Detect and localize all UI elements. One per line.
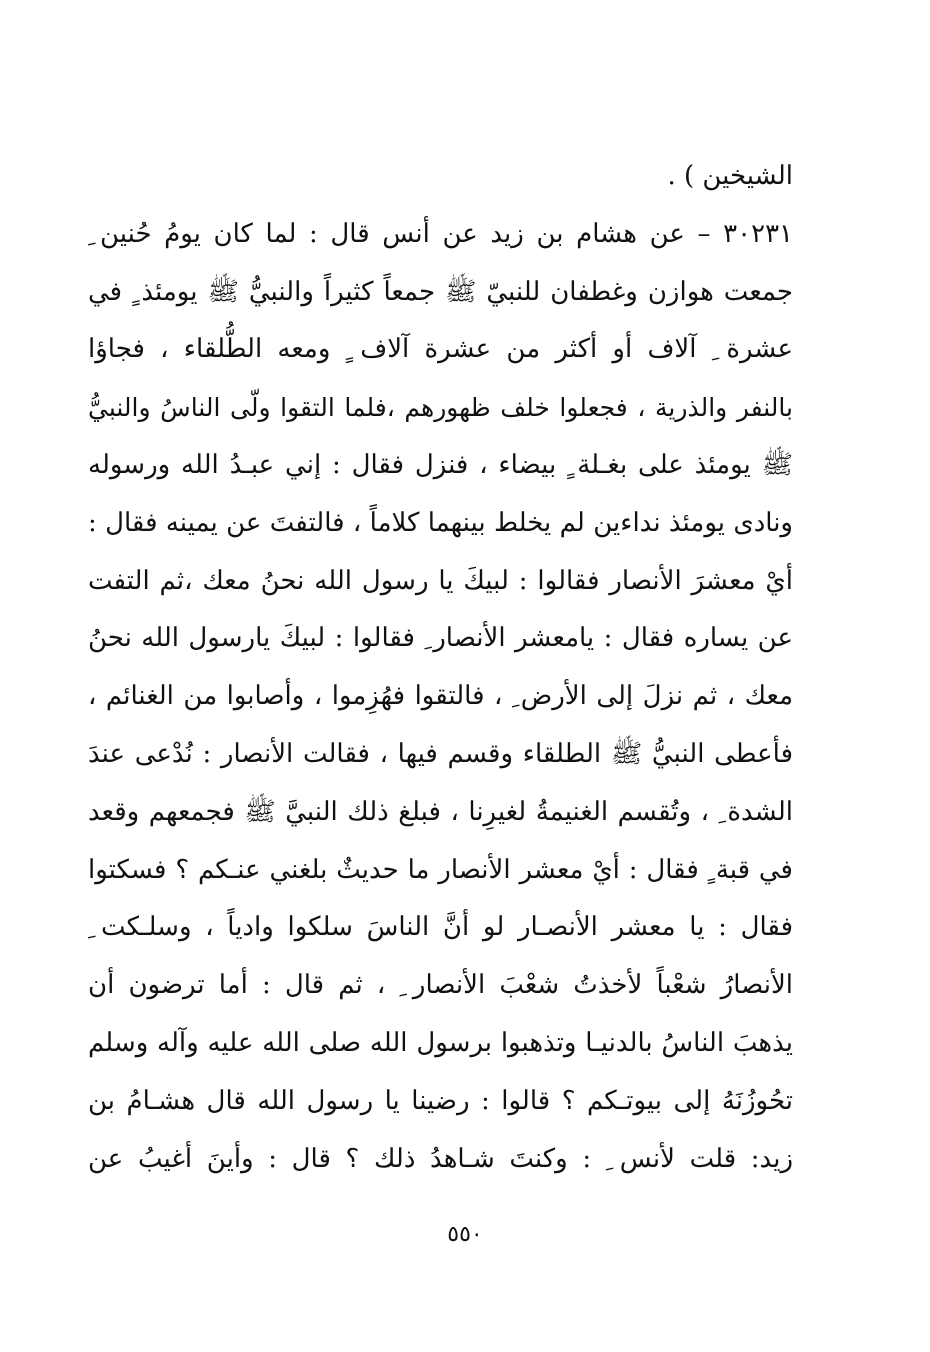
- text-line: الشدة ِ ، وتُقسم الغنيمةُ لغيرِنا ، فبلغ ذلك النبيَّ ﷺ فجمعهم وقعد: [88, 796, 793, 827]
- text-line: ﷺ يومئذ على بغـلة ٍ بيضاء ، فنزل فقال : إني عبـدُ الله ورسوله: [88, 449, 793, 480]
- text-line: الشيخين ) .: [667, 161, 793, 191]
- text-line: عن يساره فقال : يامعشر الأنصار ِ فقالوا : لبيكَ يارسول الله نحنُ: [88, 623, 793, 654]
- text-line: الأنصارُ شعْباً لأخذتُ شعْبَ الأنصار ِ ، ثم قال : أما ترضون أن: [88, 970, 793, 1001]
- text-line: عشرة ِ آلاف أو أكثر من عشرة آلاف ٍ ومعه الطُّلقاء ، فجاؤا: [88, 334, 793, 365]
- page-number: ٥٥٠: [447, 1222, 483, 1247]
- text-line: فقال : يا معشر الأنصـار لو أنَّ الناسَ سلكوا وادياً ، وسلـكت ِ: [88, 912, 793, 943]
- text-line: معك ، ثم نزلَ إلى الأرض ِ ، فالتقوا فهُزِموا ، وأصابوا من الغنائم ،: [88, 681, 793, 712]
- text-line: فأعطى النبيُّ ﷺ الطلقاء وقسم فيها ، فقالت الأنصار : نُدْعى عندَ: [88, 738, 793, 769]
- body-text: [88, 148, 793, 1188]
- text-line: يذهبَ الناسُ بالدنيـا وتذهبوا برسول الله صلى الله عليه وآله وسلم: [88, 1027, 793, 1058]
- text-line: ٣٠٢٣١ – عن هشام بن زيد عن أنس قال : لما كان يومُ حُنين ِ: [88, 218, 793, 249]
- text-line: زيد: قلت لأنس ِ : وكنتَ شـاهدُ ذلك ؟ قال : وأينَ أغيبُ عن: [88, 1143, 793, 1174]
- text-line: في قبة ٍ فقال : أيْ معشر الأنصار ما حديثٌ بلغني عنـكم ؟ فسكتوا: [88, 854, 793, 885]
- text-line: أيْ معشرَ الأنصار فقالوا : لبيكَ يا رسول الله نحنُ معك ،ثم التفت: [88, 565, 793, 596]
- text-line: جمعت هوازن وغطفان للنبيّ ﷺ جمعاً كثيراً والنبيُّ ﷺ يومئذ ٍ في: [88, 276, 793, 307]
- text-line: تحُوزُنَهُ إلى بيوتـكم ؟ قالوا : رضينا يا رسول الله قال هشـامُ بن: [88, 1085, 793, 1116]
- text-line: ونادى يومئذ نداءين لم يخلط بينهما كلاماً ، فالتفتَ عن يمينه فقال :: [88, 507, 793, 538]
- text-line: بالنفر والذرية ، فجعلوا خلف ظهورهم ،فلما التقوا ولّى الناسُ والنبيُّ: [88, 393, 793, 423]
